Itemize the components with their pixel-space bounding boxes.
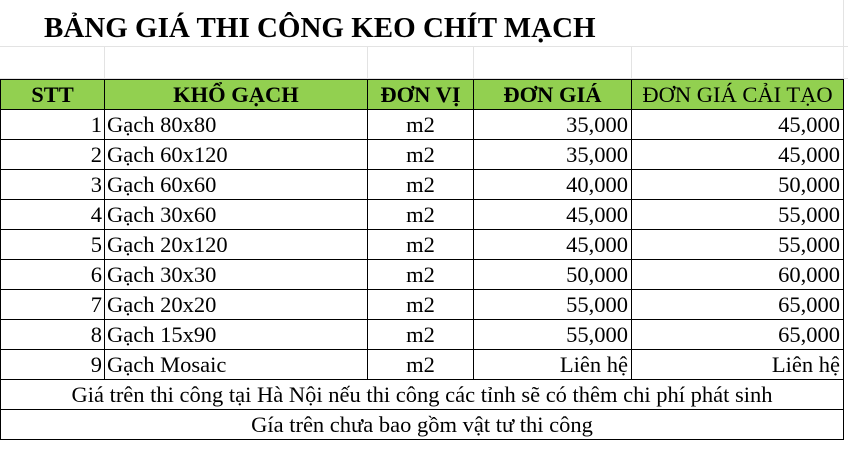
renovation-price: 45,000 [632,140,844,170]
tile-size: Gạch 30x30 [105,260,368,290]
row-number: 7 [1,290,105,320]
table-row [1,290,844,320]
note-materials-excluded: Gía trên chưa bao gồm vật tư thi công [1,410,844,440]
unit: m2 [368,200,474,230]
gridline [473,46,474,79]
unit-price: 40,000 [474,170,632,200]
tile-size: Gạch 20x20 [105,290,368,320]
renovation-price: 55,000 [632,230,844,260]
column-header-renovation-price: ĐƠN GIÁ CẢI TẠO [632,80,844,110]
unit: m2 [368,140,474,170]
tile-size: Gạch 20x120 [105,230,368,260]
table-row [1,350,844,380]
unit-price: Liên hệ [474,350,632,380]
renovation-price: 60,000 [632,260,844,290]
gridline [104,46,105,79]
tile-size: Gạch 15x90 [105,320,368,350]
table-row [1,260,844,290]
gridline [0,46,848,47]
unit: m2 [368,230,474,260]
unit: m2 [368,290,474,320]
unit-price: 35,000 [474,140,632,170]
renovation-price: 45,000 [632,110,844,140]
note-region-surcharge: Giá trên thi công tại Hà Nội nếu thi công các tỉnh sẽ có thêm chi phí phát sinh [1,380,844,410]
table-row [1,200,844,230]
row-number: 8 [1,320,105,350]
renovation-price: 65,000 [632,320,844,350]
row-number: 5 [1,230,105,260]
unit: m2 [368,320,474,350]
table-row [1,110,844,140]
unit: m2 [368,170,474,200]
tile-size: Gạch 80x80 [105,110,368,140]
tile-size: Gạch 60x60 [105,170,368,200]
unit-price: 50,000 [474,260,632,290]
unit-price: 55,000 [474,290,632,320]
table-row [1,140,844,170]
table-row [1,320,844,350]
row-number: 2 [1,140,105,170]
gridline [843,0,844,79]
page-title: BẢNG GIÁ THI CÔNG KEO CHÍT MẠCH [44,12,596,44]
unit-price: 45,000 [474,230,632,260]
unit-price: 55,000 [474,320,632,350]
column-header-unit-price: ĐƠN GIÁ [474,80,632,110]
note-row [1,410,844,440]
renovation-price: 50,000 [632,170,844,200]
price-table [0,79,844,440]
unit: m2 [368,260,474,290]
unit-price: 45,000 [474,200,632,230]
renovation-price: Liên hệ [632,350,844,380]
row-number: 9 [1,350,105,380]
tile-size: Gạch 30x60 [105,200,368,230]
column-header-tile-size: KHỔ GẠCH [105,80,368,110]
gridline [367,46,368,79]
note-row [1,380,844,410]
row-number: 4 [1,200,105,230]
header-row [1,80,844,110]
unit-price: 35,000 [474,110,632,140]
table-row [1,230,844,260]
column-header-stt: STT [1,80,105,110]
tile-size: Gạch Mosaic [105,350,368,380]
column-header-unit: ĐƠN VỊ [368,80,474,110]
gridline [631,46,632,79]
unit: m2 [368,350,474,380]
tile-size: Gạch 60x120 [105,140,368,170]
renovation-price: 65,000 [632,290,844,320]
row-number: 3 [1,170,105,200]
table-row [1,170,844,200]
renovation-price: 55,000 [632,200,844,230]
row-number: 1 [1,110,105,140]
unit: m2 [368,110,474,140]
row-number: 6 [1,260,105,290]
